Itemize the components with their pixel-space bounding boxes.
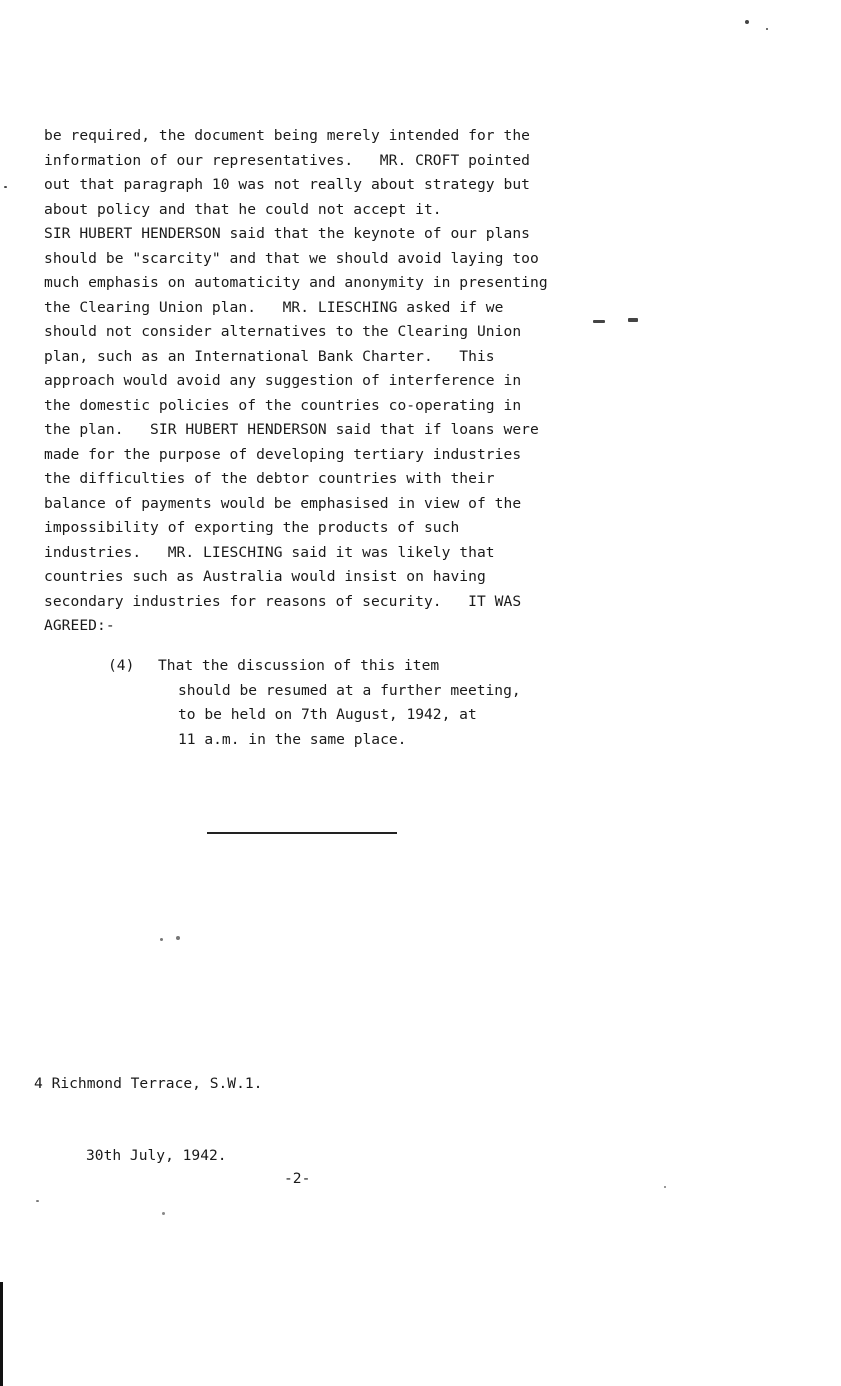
scan-speck — [160, 938, 163, 941]
body-line: secondary industries for reasons of security. IT WAS — [44, 592, 522, 610]
body-line: about policy and that he could not accept it. — [44, 200, 442, 218]
document-date: 30th July, 1942. — [86, 1147, 227, 1164]
page-number: -2- — [284, 1170, 311, 1187]
body-line: impossibility of exporting the products of such — [44, 519, 460, 536]
scan-speck — [766, 28, 768, 30]
body-line: the plan. SIR HUBERT HENDERSON said that if loans were — [44, 421, 539, 438]
item-line: That the discussion of this item — [158, 657, 440, 674]
body-line: the Clearing Union plan. MR. LIESCHING asked if we — [44, 298, 504, 316]
scan-speck — [664, 1186, 666, 1188]
body-line: the difficulties of the debtor countries with their — [44, 470, 495, 487]
body-line: the domestic policies of the countries co-operating in — [44, 396, 522, 414]
body-line: AGREED:- — [44, 617, 115, 634]
address-block — [34, 1024, 262, 1216]
body-line: plan, such as an International Bank Charter. This — [44, 347, 495, 365]
body-line: made for the purpose of developing tertiary industries — [44, 445, 522, 463]
item-line: to be held on 7th August, 1942, at — [178, 706, 477, 723]
scan-speck — [745, 20, 749, 24]
item-text — [158, 654, 521, 752]
body-line: countries such as Australia would insist on having — [44, 568, 486, 585]
body-line: industries. MR. LIESCHING said it was likely that — [44, 543, 495, 561]
scan-speck — [36, 1200, 39, 1202]
scan-speck — [162, 1212, 165, 1215]
body-line: be required, the document being merely intended for the — [44, 127, 530, 144]
scan-speck — [4, 186, 7, 188]
body-line: should be "scarcity" and that we should avoid laying too — [44, 249, 539, 267]
body-line: should not consider alternatives to the Clearing Union — [44, 323, 522, 340]
body-line: out that paragraph 10 was not really about strategy but — [44, 176, 530, 193]
scan-speck — [176, 936, 180, 940]
item-number: (4) — [108, 657, 135, 674]
scan-speck — [593, 320, 605, 323]
body-text — [44, 124, 624, 639]
body-line: much emphasis on automaticity and anonymity in presenting — [44, 274, 548, 291]
scan-edge-shadow — [0, 1282, 3, 1386]
body-line: balance of payments would be emphasised in view of the — [44, 494, 522, 512]
divider-rule — [207, 832, 397, 834]
body-line: approach would avoid any suggestion of interference in — [44, 372, 522, 389]
body-line: information of our representatives. MR. CROFT pointed — [44, 151, 530, 169]
body-line: SIR HUBERT HENDERSON said that the keynote of our plans — [44, 225, 530, 242]
scan-speck — [628, 318, 638, 322]
item-line: should be resumed at a further meeting, — [178, 681, 521, 699]
item-line: 11 a.m. in the same place. — [178, 730, 407, 748]
address-street: 4 Richmond Terrace, S.W.1. — [34, 1075, 263, 1092]
